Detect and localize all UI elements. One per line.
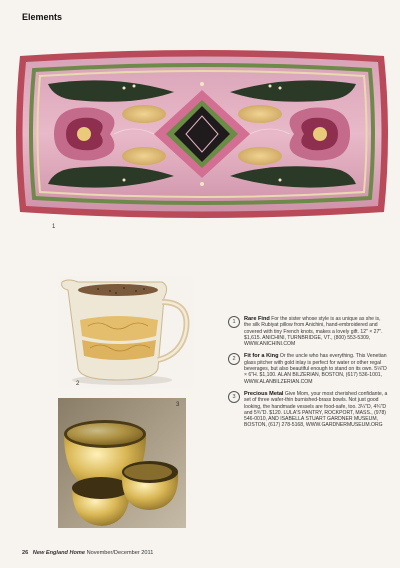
section-title: Elements — [22, 12, 63, 22]
item-number-badge: 2 — [228, 353, 240, 365]
item-number-badge: 3 — [228, 391, 240, 403]
item-body: Give Mom, your most cherished confidante, a set of three wafer-thin burnished-brass bowls. Not just good looking, the handmade vessels are food-safe, too. 3¼"D, 4¾"D and 5¾"D. $120. LULA'S PANTRY, ROCKPORT, MASS., (978) 546-0010, AND ISABELLA STUART GARDNER MUSEUM, BOSTON, (617) 278-5168, WWW.GARDNERMUSEUM.ORG — [244, 390, 388, 429]
list-item — [228, 391, 388, 429]
bowls-image — [58, 398, 186, 528]
product-list — [228, 316, 388, 435]
pitcher-number: 2 — [76, 381, 80, 387]
item-body: For the sister whose style is as unique as she is, the silk Rubiyat pillow from Anichini, hand-embroidered and covered with tiny French knots, makes a lovely gift. 12" × 27". $1,615. ANICHINI, TURNBRIDGE, VT., (800) 553-5309, WWW.ANICHINI.COM — [244, 316, 383, 348]
item-heading: Precious Metal — [244, 390, 284, 397]
pillow-number: 1 — [52, 224, 56, 230]
item-number-badge: 1 — [228, 316, 240, 328]
item-heading: Fit for a King — [244, 353, 279, 360]
list-item — [228, 316, 388, 347]
page-footer — [22, 550, 153, 556]
pitcher-image — [58, 276, 194, 388]
item-body: Or the uncle who has everything. This Venetian glass pitcher with gold inlay is perfect for water or other regal beverages, but also beautiful enough to stand on its own. 5⅛"D × 6"H. $1,100. ALAN BILZERIAN, BOSTON, (617) 536-1001, WWW.ALANBILZERIAN.COM — [244, 353, 387, 385]
list-item — [228, 353, 388, 384]
issue-date: November/December 2011 — [86, 550, 154, 556]
item-heading: Rare Find — [244, 316, 270, 322]
bowls-number: 3 — [176, 402, 180, 408]
pillow-image — [14, 48, 390, 220]
magazine-name: New England Home — [32, 550, 86, 556]
page-number: 26 — [22, 550, 29, 556]
